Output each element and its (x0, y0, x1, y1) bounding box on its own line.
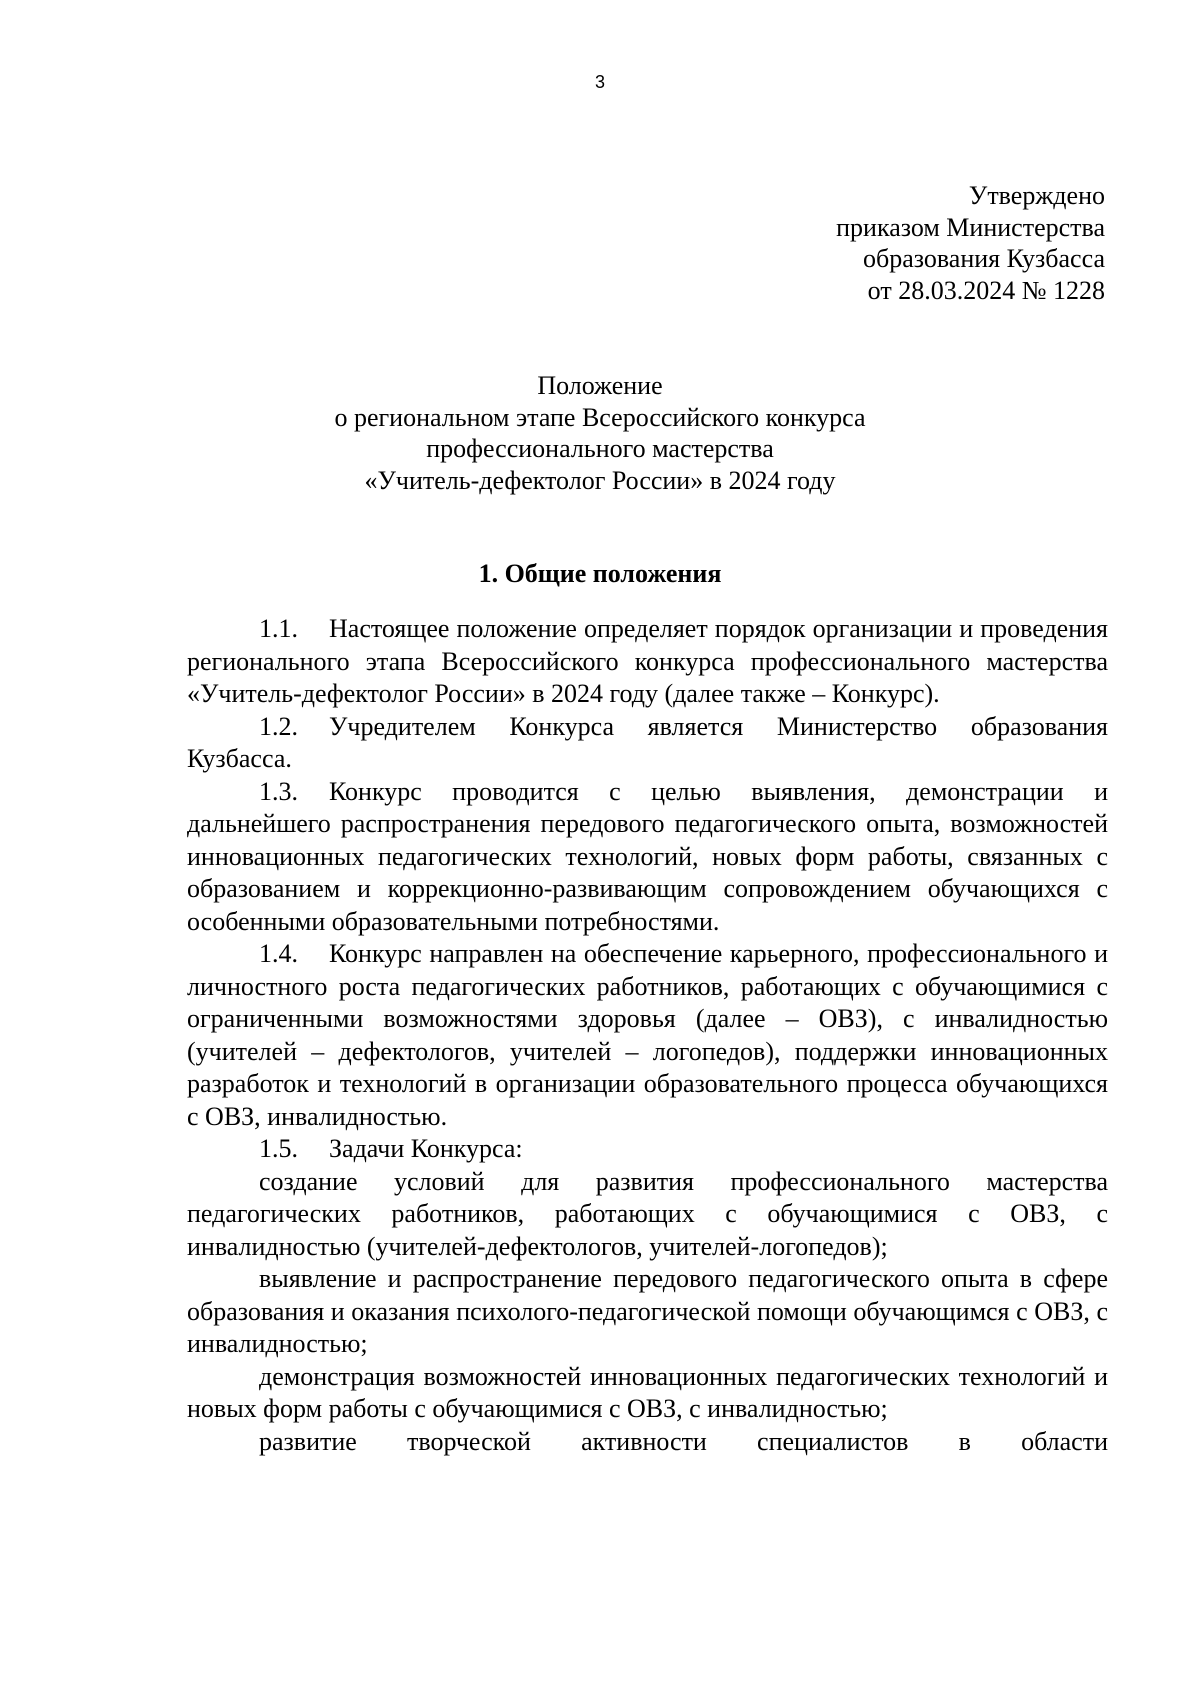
document-body (187, 613, 1108, 1458)
section-heading: 1. Общие положения (478, 559, 722, 588)
page-number: 3 (594, 72, 605, 92)
paragraph-1-3 (187, 776, 1108, 939)
document-title-line-3: профессионального мастерства (426, 434, 774, 463)
paragraph-text: Настоящее положение определяет порядок организации и проведения регионального этапа Всероссийского конкурса профессионального мастерства «Учитель-дефектолог России» в 2024 году (далее также – Конкурс). (187, 614, 1108, 708)
approval-stamp (836, 180, 1105, 306)
paragraph-number: 1.4. (259, 939, 298, 968)
paragraph-text: Конкурс направлен на обеспечение карьерного, профессионального и личностного роста педагогических работников, работающих с обучающимися с ограниченными возможностями здоровья (далее – ОВЗ), с инвалидностью (учителей – дефектологов, учителей – логопедов), поддержки инновационных разработок и технологий в организации образовательного процесса обучающихся с ОВЗ, инвалидностью. (187, 939, 1108, 1131)
approval-line-ministry: образования Кузбасса (862, 244, 1105, 273)
task-item-1: создание условий для развития профессионального мастерства педагогических работников, работающих с обучающимися с ОВЗ, с инвалидностью (учителей-дефектологов, учителей-логопедов); (187, 1166, 1108, 1261)
paragraph-1-5 (187, 1133, 1108, 1166)
paragraph-number: 1.5. (259, 1134, 298, 1163)
paragraph-number: 1.2. (259, 711, 298, 741)
approval-line-approved: Утверждено (968, 181, 1105, 210)
document-title-line-4: «Учитель-дефектолог России» в 2024 году (364, 465, 836, 495)
document-title-line-2: о региональном этапе Всероссийского конкурса (334, 402, 866, 432)
paragraph-text: Конкурс проводится с целью выявления, демонстрации и дальнейшего распространения передового педагогического опыта, возможностей инновационных педагогических технологий, новых форм работы, связанных с образованием и коррекционно-развивающим сопровождением обучающихся с особенными образовательными потребностями. (187, 776, 1108, 936)
task-item-2: выявление и распространение передового педагогического опыта в сфере образования и оказания психолого-педагогической помощи обучающимся с ОВЗ, с инвалидностью; (187, 1264, 1108, 1358)
paragraph-text: Учредителем Конкурса является Министерство образования Кузбасса. (187, 711, 1108, 773)
paragraph-number: 1.1. (259, 614, 298, 643)
paragraph-1-4 (187, 938, 1108, 1133)
task-item-4-start: развитие творческой активности специалистов в области (259, 1426, 1108, 1456)
approval-line-order: приказом Министерства (836, 212, 1105, 242)
document-title-line-1: Положение (537, 371, 663, 400)
paragraph-1-1 (187, 613, 1108, 711)
paragraph-number: 1.3. (259, 776, 298, 806)
approval-line-date-number: от 28.03.2024 № 1228 (867, 275, 1105, 305)
paragraph-1-2 (187, 711, 1108, 776)
paragraph-text: Задачи Конкурса: (329, 1134, 523, 1163)
document-title (0, 370, 1200, 496)
task-item-3: демонстрация возможностей инновационных педагогических технологий и новых форм работы с обучающимися с ОВЗ, с инвалидностью; (187, 1361, 1108, 1423)
